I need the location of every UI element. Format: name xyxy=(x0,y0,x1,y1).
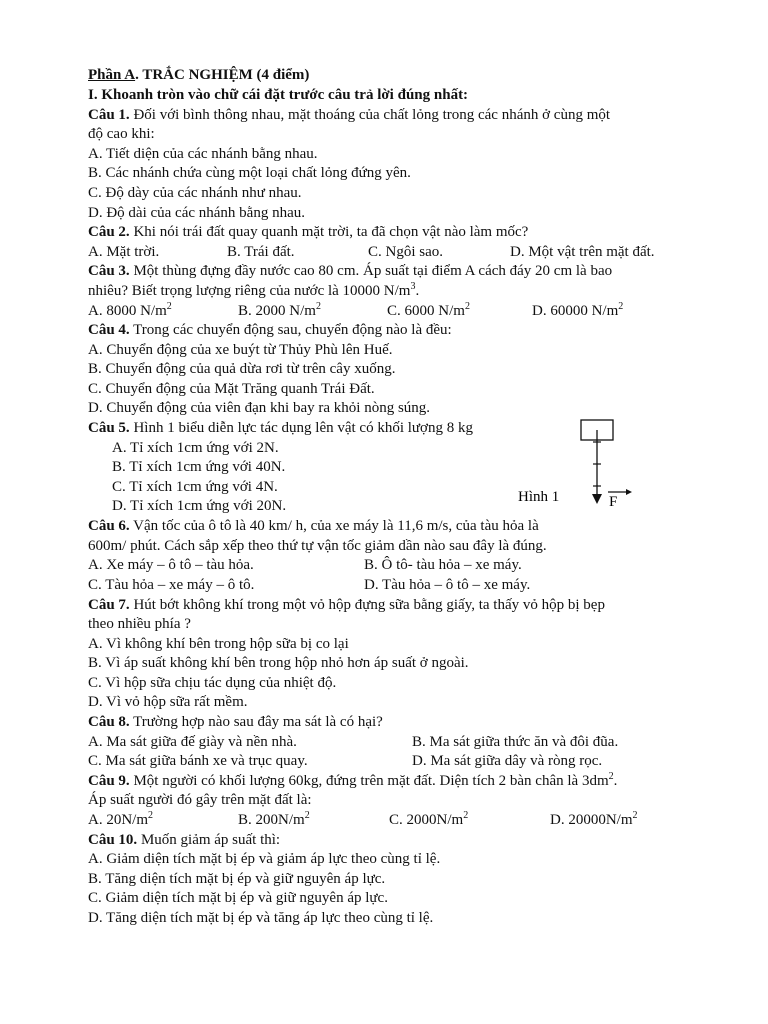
q9-stem-cont: Áp suất người đó gây trên mặt đất là: xyxy=(88,792,312,808)
q10-stem xyxy=(88,831,280,849)
q8-stem xyxy=(88,713,383,731)
q6-option-c: C. Tàu hỏa – xe máy – ô tô. xyxy=(88,577,255,593)
q1-text: Đối với bình thông nhau, mặt thoáng của chất lỏng trong các nhánh ở cùng một xyxy=(129,107,611,123)
q3-stem xyxy=(88,262,612,280)
q7-number: Câu 7. xyxy=(88,597,130,613)
q5-stem xyxy=(88,419,473,437)
q1-stem xyxy=(88,106,610,124)
q9-text: Một người có khối lượng 60kg, đứng trên mặt đất. Diện tích 2 bàn chân là 3dm xyxy=(129,773,609,789)
q9-option-d: D. $20000N/m^2$ xyxy=(550,810,638,828)
q4-option-d: D. Chuyển động của viên đạn khi bay ra khỏi nòng súng. xyxy=(88,400,431,416)
q10-option-c: C. Giảm diện tích mặt bị ép và giữ nguyên áp lực. xyxy=(88,890,388,906)
q10-option-d: D. Tăng diện tích mặt bị ép và tăng áp lực theo cùng tỉ lệ. xyxy=(88,910,434,926)
q1-stem-cont: độ cao khi: xyxy=(88,126,155,142)
q9-number: Câu 9. xyxy=(88,773,130,789)
q6-option-a: A. Xe máy – ô tô – tàu hỏa. xyxy=(88,557,254,573)
q7-stem-cont: theo nhiều phía ? xyxy=(88,616,191,632)
q2-text: Khi nói trái đất quay quanh mặt trời, ta đã chọn vật nào làm mốc? xyxy=(129,224,529,240)
q6-number: Câu 6. xyxy=(88,518,130,534)
q3-option-a: A. 8000 $N/m^2$ xyxy=(88,301,172,319)
q7-text: Hút bớt không khí trong một vỏ hộp đựng sữa bằng giấy, ta thấy vỏ hộp bị bẹp xyxy=(129,597,605,613)
q4-option-a: A. Chuyển động của xe buýt từ Thủy Phù lên Huế. xyxy=(88,342,393,358)
q3-options xyxy=(88,302,688,320)
instruction: I. Khoanh tròn vào chữ cái đặt trước câu trả lời đúng nhất: xyxy=(88,87,469,103)
q10-option-a: A. Giảm diện tích mặt bị ép và giảm áp lực theo cùng tỉ lệ. xyxy=(88,851,441,867)
q2-options xyxy=(88,243,688,261)
q9-option-c: C. $2000N/m^2$ xyxy=(389,810,469,828)
q3-text: Một thùng đựng đầy nước cao 80 cm. Áp suất tại điểm A cách đáy 20 cm là bao xyxy=(129,263,613,279)
figure-label: Hình 1 xyxy=(518,489,560,505)
q4-stem xyxy=(88,321,452,339)
q2-option-a: A. Mặt trời. xyxy=(88,244,160,260)
q4-number: Câu 4. xyxy=(88,322,130,338)
q8-text: Trường hợp nào sau đây ma sát là có hại? xyxy=(129,714,383,730)
q7-stem xyxy=(88,596,605,614)
q9-stem: Câu 9. Một người có khối lượng 60kg, đứng trên mặt đất. Diện tích 2 bàn chân là $3dm^2$. xyxy=(88,771,618,789)
q6-stem xyxy=(88,517,539,535)
q8-options-row2 xyxy=(88,752,688,770)
q8-option-d: D. Ma sát giữa dây và ròng rọc. xyxy=(412,753,603,769)
q1-option-a: A. Tiết diện của các nhánh bằng nhau. xyxy=(88,146,318,162)
q3-option-b: B. 2000 $N/m^2$ xyxy=(238,301,321,319)
q2-option-b: B. Trái đất. xyxy=(227,244,295,260)
q2-option-c: C. Ngôi sao. xyxy=(368,244,443,260)
q7-option-d: D. Vì vỏ hộp sữa rất mềm. xyxy=(88,694,248,710)
q1-option-b: B. Các nhánh chứa cùng một loại chất lỏng đứng yên. xyxy=(88,165,411,181)
q2-stem xyxy=(88,223,528,241)
q5-option-b: B. Tỉ xích 1cm ứng với 40N. xyxy=(112,459,286,475)
q3-stem-cont: nhiêu? Biết trọng lượng riêng của nước là 10000 $N/m^3$. xyxy=(88,281,420,299)
q6-option-d: D. Tàu hỏa – ô tô – xe máy. xyxy=(364,577,531,593)
q9-option-b: B. $200N/m^2$ xyxy=(238,810,310,828)
q2-number: Câu 2. xyxy=(88,224,130,240)
q8-option-b: B. Ma sát giữa thức ăn và đôi đũa. xyxy=(412,734,619,750)
q6-stem-cont: 600m/ phút. Cách sắp xếp theo thứ tự vận tốc giảm dần nào sau đây là đúng. xyxy=(88,538,547,554)
q5-option-d: D. Tỉ xích 1cm ứng với 20N. xyxy=(112,498,287,514)
q6-text: Vận tốc của ô tô là 40 km/ h, của xe máy là 11,6 m/s, của tàu hỏa là xyxy=(129,518,539,534)
q5-text: Hình 1 biểu diễn lực tác dụng lên vật có khối lượng 8 kg xyxy=(129,420,473,436)
q8-options-row1 xyxy=(88,733,688,751)
q9-option-a: A. $20N/m^2$ xyxy=(88,810,153,828)
q9-options xyxy=(88,811,688,829)
q6-option-b: B. Ô tô- tàu hỏa – xe máy. xyxy=(364,557,522,573)
q4-option-c: C. Chuyển động của Mặt Trăng quanh Trái Đất. xyxy=(88,381,375,397)
q8-option-c: C. Ma sát giữa bánh xe và trục quay. xyxy=(88,753,308,769)
q3-option-d: D. 60000 $N/m^2$ xyxy=(532,301,624,319)
q3-option-c: C. 6000 $N/m^2$ xyxy=(387,301,470,319)
q10-number: Câu 10. xyxy=(88,832,138,848)
q1-option-d: D. Độ dài của các nhánh bằng nhau. xyxy=(88,205,306,221)
q1-option-c: C. Độ dày của các nhánh như nhau. xyxy=(88,185,302,201)
figure-1 xyxy=(505,418,635,513)
q2-option-d: D. Một vật trên mặt đất. xyxy=(510,244,655,260)
q6-options-row1 xyxy=(88,556,688,574)
q5-number: Câu 5. xyxy=(88,420,130,436)
q8-option-a: A. Ma sát giữa đế giày và nền nhà. xyxy=(88,734,297,750)
q7-option-a: A. Vì không khí bên trong hộp sữa bị co lại xyxy=(88,636,349,652)
q5-option-a: A. Tỉ xích 1cm ứng với 2N. xyxy=(112,440,279,456)
part-prefix: Phần A xyxy=(88,67,136,83)
q5-option-c: C. Tỉ xích 1cm ứng với 4N. xyxy=(112,479,278,495)
vector-mark-arrowhead xyxy=(626,489,632,495)
q10-option-b: B. Tăng diện tích mặt bị ép và giữ nguyên áp lực. xyxy=(88,871,386,887)
q1-number: Câu 1. xyxy=(88,107,130,123)
q8-number: Câu 8. xyxy=(88,714,130,730)
q4-option-b: B. Chuyển động của quả dừa rơi từ trên cây xuống. xyxy=(88,361,396,377)
q7-option-c: C. Vì hộp sữa chịu tác dụng của nhiệt độ. xyxy=(88,675,337,691)
q6-options-row2 xyxy=(88,576,688,594)
part-rest: . TRẮC NGHIỆM (4 điểm) xyxy=(135,67,310,83)
force-arrowhead xyxy=(592,494,602,504)
q3-number: Câu 3. xyxy=(88,263,130,279)
q7-option-b: B. Vì áp suất không khí bên trong hộp nhỏ hơn áp suất ở ngoài. xyxy=(88,655,469,671)
part-title xyxy=(88,66,309,84)
force-label: F xyxy=(609,494,618,510)
q4-text: Trong các chuyển động sau, chuyển động nào là đều: xyxy=(129,322,452,338)
q10-text: Muốn giảm áp suất thì: xyxy=(137,832,281,848)
